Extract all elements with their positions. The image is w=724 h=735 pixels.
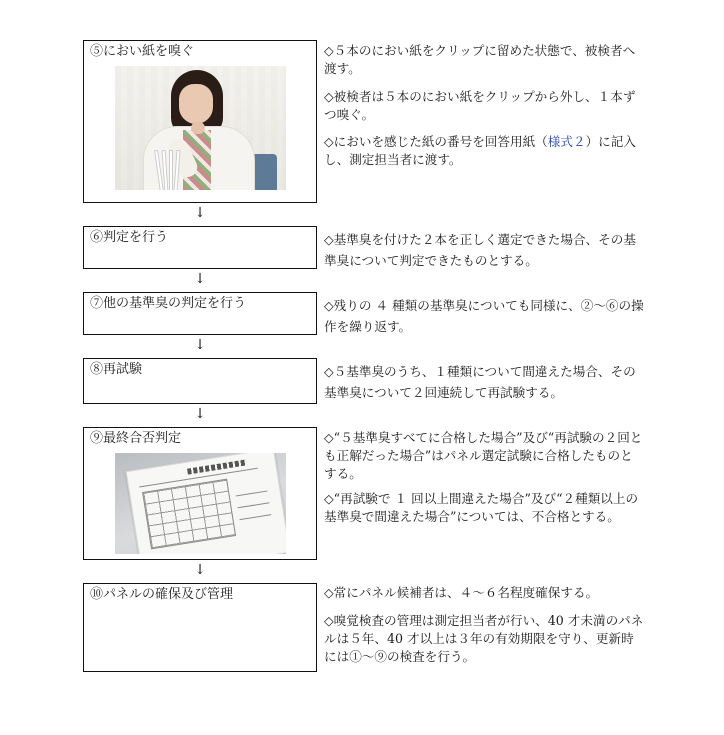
note-text: ◇５本のにおい紙をクリップに留めた状態で、被検者へ渡す。	[324, 43, 636, 76]
arrow-down-icon: ↓	[194, 562, 206, 578]
step-box-6	[83, 226, 317, 269]
note-10-1	[324, 584, 644, 602]
step-title-9: ⑨最終合否判定	[90, 431, 182, 446]
note-10-2	[324, 612, 644, 666]
note-text: ◇残りの ４ 種類の基準臭についても同様に、②～⑥の操作を繰り返す。	[324, 298, 644, 334]
answer-sheet	[126, 453, 286, 554]
note-5-2	[324, 88, 644, 124]
arrow-down-icon: ↓	[194, 205, 206, 221]
arrow-down-icon: ↓	[194, 271, 206, 287]
step-box-8	[83, 358, 317, 404]
note-text: ◇“５基準臭すべてに合格した場合”及び“再試験の２回とも正解だった場合”はパネル選定試験に合格したものとする。	[324, 430, 643, 481]
note-9-2	[324, 490, 644, 526]
note-9-1	[324, 429, 644, 483]
step-box-7	[83, 292, 317, 335]
arrow-down-icon: ↓	[194, 406, 206, 422]
note-text: ◇５基準臭のうち、１種類について間違えた場合、その基準臭について２回連続して再試験する。	[324, 364, 636, 400]
note-text: ◇“再試験で １ 回以上間違えた場合”及び“２種類以上の基準臭で間違えた場合”については、不合格とする。	[324, 491, 639, 524]
step-title-8: ⑧再試験	[90, 362, 143, 377]
step-title-10: ⑩パネルの確保及び管理	[90, 587, 234, 602]
step-title-6: ⑥判定を行う	[90, 230, 169, 245]
form-2-link[interactable]: 様式２	[547, 134, 586, 149]
note-8-1	[324, 361, 644, 403]
step-box-10	[83, 583, 317, 672]
note-text: ◇基準臭を付けた２本を正しく選定できた場合、その基準臭について判定できたものとする。	[324, 232, 636, 268]
note-5-1	[324, 42, 644, 78]
answer-sheet-photo	[115, 453, 286, 554]
face-shape	[179, 84, 213, 124]
arrow-down-icon: ↓	[194, 337, 206, 353]
step-title-5: ⑤におい紙を嗅ぐ	[90, 44, 195, 59]
step-title-7: ⑦他の基準臭の判定を行う	[90, 296, 247, 311]
hand-shape	[191, 122, 205, 134]
note-text: ◇嗅覚検査の管理は測定担当者が行い、40 才未満のパネルは５年、40 才以上は３年の有効期限を守り、更新時には①～⑨の検査を行う。	[324, 613, 644, 664]
note-text: ◇被検者は５本のにおい紙をクリップから外し、１本ずつ嗅ぐ。	[324, 89, 636, 122]
note-7-1	[324, 295, 644, 337]
sniffing-photo	[115, 66, 286, 190]
note-text: ◇常にパネル候補者は、４～６名程度確保する。	[324, 585, 599, 600]
note-text-before: ◇においを感じた紙の番号を回答用紙（	[324, 134, 548, 149]
note-5-3	[324, 133, 644, 169]
note-6-1	[324, 229, 644, 271]
odor-strip	[169, 150, 173, 190]
note-text-after: ）に記入し、測定担当者に渡す。	[324, 134, 636, 167]
